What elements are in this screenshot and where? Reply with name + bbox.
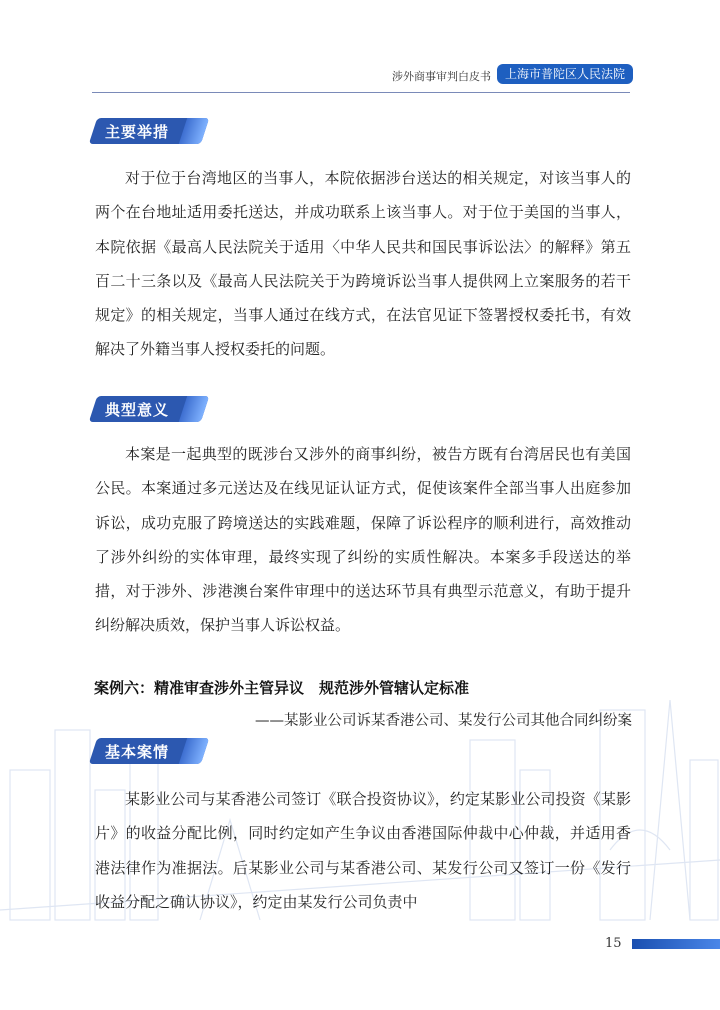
section-tag-label: 主要举措 (105, 123, 170, 141)
case-subtitle: ——某影业公司诉某香港公司、某发行公司其他合同纠纷案 (255, 713, 632, 729)
page-number-bar (632, 939, 720, 949)
court-badge: 上海市普陀区人民法院 (497, 64, 633, 84)
page-number: 15 (605, 936, 622, 951)
header-title: 涉外商事审判白皮书 (392, 70, 491, 83)
case-title: 案例六：精准审查涉外主管异议 规范涉外管辖认定标准 (94, 679, 470, 697)
section-paragraph-measures: 对于位于台湾地区的当事人，本院依据涉台送达的相关规定，对该当事人的两个在台地址适用委托送达，并成功联系上该当事人。对于位于美国的当事人，本院依据《最高人民法院关于适用〈中华人民共和国民事诉讼法〉的解释》第五百二十三条以及《最高人民法院关于为跨境诉讼当事人提供网上立案服务的若干规定》的相关规定，当事人通过在线方式，在法官见证下签署授权委托书，有效解决了外籍当事人授权委托的问题。 (95, 169, 631, 359)
header-divider (92, 92, 630, 93)
section-paragraph-significance: 本案是一起典型的既涉台又涉外的商事纠纷，被告方既有台湾居民也有美国公民。本案通过多元送达及在线见证认证方式，促使该案件全部当事人出庭参加诉讼，成功克服了跨境送达的实践难题，保障了诉讼程序的顺利进行，高效推动了涉外纠纷的实体审理，最终实现了纠纷的实质性解决。本案多手段送达的举措，对于涉外、涉港澳台案件审理中的送达环节具有典型示范意义，有助于提升纠纷解决质效，保护当事人诉讼权益。 (95, 445, 631, 635)
section-tag-label: 典型意义 (105, 401, 170, 419)
section-tag-label: 基本案情 (105, 743, 170, 761)
section-paragraph-basic-facts: 某影业公司与某香港公司签订《联合投资协议》，约定某影业公司投资《某影片》的收益分配比例，同时约定如产生争议由香港国际仲裁中心仲裁，并适用香港法律作为准据法。后某影业公司与某香港公司、某发行公司又签订一份《发行收益分配之确认协议》，约定由某发行公司负责中 (95, 790, 631, 911)
section-tag-basic-facts (93, 738, 213, 764)
section-tag-measures (93, 118, 213, 144)
section-tag-significance (93, 396, 213, 422)
